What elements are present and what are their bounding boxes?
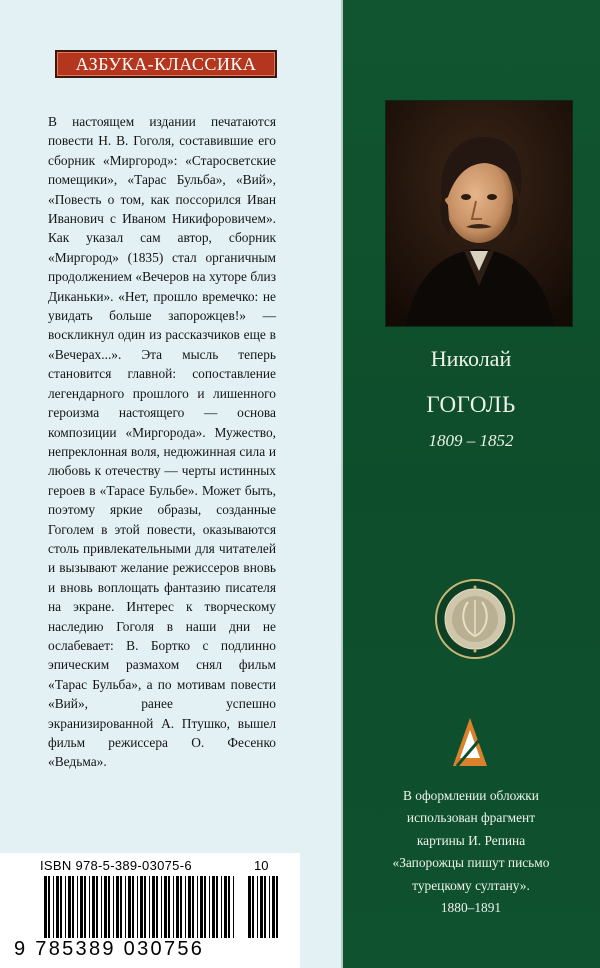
author-years: 1809 – 1852	[428, 431, 514, 450]
cover-credit-line-2: использован фрагмент	[406, 810, 536, 826]
barcode-bar	[260, 876, 263, 938]
barcode-bar	[276, 876, 278, 938]
barcode-bar	[65, 876, 66, 938]
award-medal-icon	[434, 578, 516, 660]
barcode-bar	[216, 876, 218, 938]
barcode-bar	[173, 876, 174, 938]
barcode-bar	[209, 876, 210, 938]
addon-barcode	[248, 876, 280, 938]
author-portrait-image	[385, 100, 573, 327]
barcode-bar	[116, 876, 119, 938]
barcode-bar	[96, 876, 98, 938]
ean-barcode	[44, 876, 236, 938]
author-first-name: Николай	[430, 346, 512, 371]
barcode-bar	[185, 876, 186, 938]
barcode-bar	[272, 876, 275, 938]
annotation-text: В настоящем издании печатаются повести Н. В. Гоголя, составившие его сборник «Миргород»: «Старосветские помещики», «Тарас Бульба», «Вий», «Повесть о том, как поссорился Иван Иванович с Иваном Никифоровичем». Как указал сам автор, сборник «Миргород» (1835) стал органичным продолжением «Вечеров на хуторе близ Диканьки». «Нет, прошло времечко: не увидать больше запорожцев!» — воскликнул один из рассказчиков еще в «Вечерах...». Эта мысль теперь становится главной: сопоставление легендарного прошлого и лишенного героизма настоящего — основа композиции «Миргорода». Мужество, непреклонная воля, недюжинная сила и любовь к отечеству — черты истинных героев в «Тарасе Бульбе». Может быть, поэтому яркие образы, созданные Гоголем в этой повести, оказываются столь привлекательными для читателей и вызывают желание режиссеров вновь и вновь воплощать фантазию писателя на экране. Интерес к творческому наследию Гоголя в наши дни не ослабевает: В. Бортко с подлинно эпическим размахом снял фильм «Тарас Бульба», а по мотивам повести «Вий», ранее успешно экранизированной А. Птушко, вышел фильм режиссера О. Фесенко «Ведьма».	[48, 114, 276, 770]
barcode-bar	[192, 876, 194, 938]
barcode-bar	[200, 876, 203, 938]
barcode-bar	[53, 876, 54, 938]
barcode-bar	[68, 876, 71, 938]
cover-credit-line-5: турецкому султану».	[412, 877, 530, 893]
barcode-bar	[221, 876, 222, 938]
barcode-bar	[264, 876, 266, 938]
barcode-bar	[113, 876, 114, 938]
barcode-bar	[104, 876, 107, 938]
barcode-bar	[144, 876, 146, 938]
barcode-bar	[168, 876, 170, 938]
barcode-bar	[224, 876, 227, 938]
barcode-bar	[132, 876, 134, 938]
series-badge	[55, 50, 277, 78]
barcode-bar	[120, 876, 122, 938]
barcode-bar	[89, 876, 90, 938]
barcode-bar	[269, 876, 270, 938]
barcode-bar	[44, 876, 47, 938]
barcode-bar	[140, 876, 143, 938]
barcode-bar	[72, 876, 74, 938]
barcode-bar	[128, 876, 131, 938]
barcode-bar	[233, 876, 234, 938]
ean-digits: 9 785389 030756	[14, 938, 205, 960]
barcode-bar	[84, 876, 86, 938]
barcode-bar	[212, 876, 215, 938]
cover-credit-line-3: картины И. Репина	[416, 832, 526, 848]
publisher-logo-icon	[451, 716, 489, 768]
barcode-bar	[228, 876, 230, 938]
barcode-bar	[180, 876, 182, 938]
barcode-bar	[101, 876, 102, 938]
cover-credit-line-1: В оформлении обложки	[403, 788, 539, 803]
barcode-bar	[108, 876, 110, 938]
cover-credit-line-6: 1880–1891	[440, 900, 502, 916]
barcode-bar	[152, 876, 155, 938]
barcode-bar	[204, 876, 206, 938]
isbn-label: ISBN 978-5-389-03075-6	[40, 858, 192, 873]
barcode-bar	[161, 876, 162, 938]
barcode-bar	[197, 876, 198, 938]
barcode-bar	[176, 876, 179, 938]
barcode-bar	[92, 876, 95, 938]
cover-credit-line-4: «Запорожцы пишут письмо	[392, 855, 550, 871]
isbn-addon-label: 10	[254, 858, 269, 873]
barcode-bar	[257, 876, 258, 938]
author-last-name: ГОГОЛЬ	[426, 392, 516, 417]
barcode-bar	[60, 876, 62, 938]
barcode-bar	[248, 876, 251, 938]
barcode-bar	[80, 876, 83, 938]
barcode-bar	[137, 876, 138, 938]
barcode-bar	[252, 876, 254, 938]
barcode-bar	[188, 876, 191, 938]
cover-credit	[342, 785, 600, 919]
barcode-bar	[156, 876, 158, 938]
barcode-bar	[125, 876, 126, 938]
series-label: АЗБУКА-КЛАССИКА	[75, 54, 257, 74]
barcode-bar	[164, 876, 167, 938]
barcode-bar	[48, 876, 50, 938]
barcode-bar	[77, 876, 78, 938]
barcode-bar	[56, 876, 59, 938]
barcode-bar	[149, 876, 150, 938]
